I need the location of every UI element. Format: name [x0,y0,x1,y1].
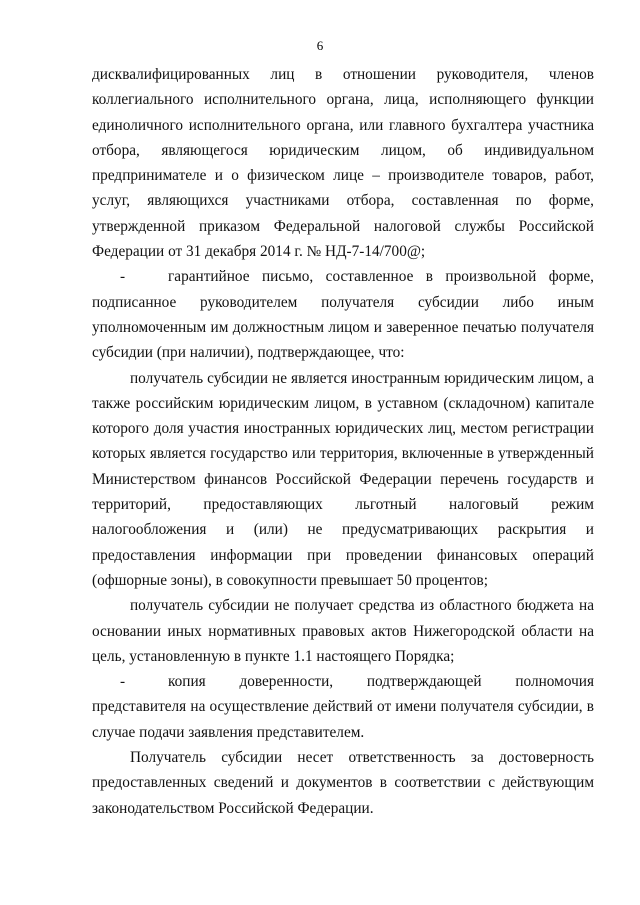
page-number: 6 [316,38,324,53]
paragraph-guarantee-letter-rest: подписанное руководителем получателя субсидии либо иным уполномоченным им должностным лицом и заверенное печатью получателя субсидии (при наличии), подтверждающее, что: [92,293,594,362]
bullet-guarantee-letter-lead: гарантийное письмо, составленное в произвольной форме, [168,268,594,286]
paragraph-power-of-attorney-rest: представителя на осуществление действий от имени получателя субсидии, в случае подачи заявления представителем. [92,698,594,741]
bullet-power-of-attorney [92,669,594,694]
paragraph-disqualified-persons: дисквалифицированных лиц в отношении руководителя, членов коллегиального исполнительного органа, лица, исполняющего функции единоличного исполнительного органа, или главного бухгалтера участника отбора, являющегося юридическим лицом, об индивидуальном предпринимателе и о физическом лице – производителе товаров, работ, услуг, являющихся участниками отбора, составленная по форме, утвержденной приказом Федеральной налоговой службы Российской Федерации от 31 декабря 2014 г. № НД-7-14/700@; [92,66,594,261]
bullet-guarantee-letter [92,264,594,289]
bullet-power-of-attorney-lead: копия доверенности, подтверждающей полномочия [168,673,594,691]
document-body [92,62,594,821]
bullet-dash: - [120,268,126,286]
paragraph-not-foreign-entity: получатель субсидии не является иностранным юридическим лицом, а также российским юридическим лицом, в уставном (складочном) капитале которого доля участия иностранных юридических лиц, местом регистрации которых является государство или территория, включенные в утвержденный Министерством финансов Российской Федерации перечень государств и территорий, предоставляющих льготный налоговый режим налогообложения и (или) не предусматривающих раскрытия и предоставления информации при проведении финансовых операций (офшорные зоны), в совокупности превышает 50 процентов; [92,369,594,589]
paragraph-responsibility: Получатель субсидии несет ответственность за достоверность предоставленных сведений и документов в соответствии с действующим законодательством Российской Федерации. [92,749,594,817]
paragraph-no-regional-funds: получатель субсидии не получает средства из областного бюджета на основании иных нормативных правовых актов Нижегородской области на цель, установленную в пункте 1.1 настоящего Порядка; [92,597,594,665]
bullet-dash: - [120,673,126,691]
